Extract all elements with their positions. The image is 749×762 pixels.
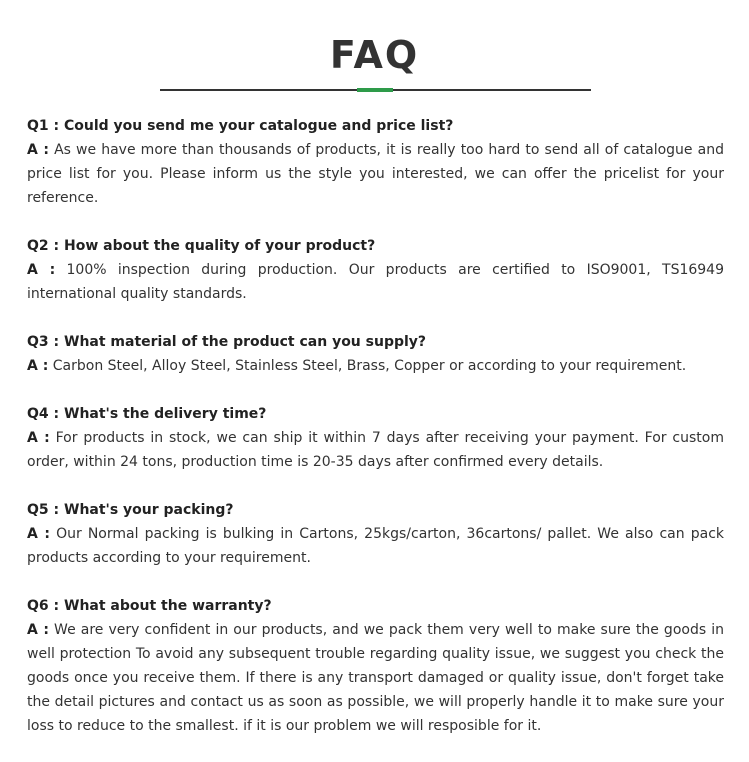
question-text: What material of the product can you supply? <box>64 334 427 350</box>
faq-question <box>27 114 724 138</box>
answer-label: A : <box>27 358 49 374</box>
question-text: Could you send me your catalogue and price list? <box>64 118 454 134</box>
question-label: Q1 : <box>27 118 60 134</box>
question-label: Q6 : <box>27 598 60 614</box>
faq-item <box>27 498 724 570</box>
answer-label: A : <box>27 526 50 542</box>
answer-label: A : <box>27 622 49 638</box>
faq-list <box>27 114 724 762</box>
answer-label: A : <box>27 430 50 446</box>
question-label: Q2 : <box>27 238 60 254</box>
faq-item <box>27 402 724 474</box>
page-title: FAQ <box>329 33 420 77</box>
faq-answer <box>27 258 724 306</box>
answer-text: 100% inspection during production. Our products are certified to ISO9001, TS16949 international quality standards. <box>27 262 724 302</box>
faq-answer <box>27 138 724 210</box>
answer-text: Carbon Steel, Alloy Steel, Stainless Steel, Brass, Copper or according to your requirement. <box>52 358 687 374</box>
faq-question <box>27 402 724 426</box>
faq-item <box>27 330 724 378</box>
answer-label: A : <box>27 262 56 278</box>
faq-answer <box>27 618 724 738</box>
faq-question <box>27 330 724 354</box>
answer-label: A : <box>27 142 49 158</box>
faq-question <box>27 234 724 258</box>
faq-question <box>27 498 724 522</box>
question-label: Q5 : <box>27 502 60 518</box>
question-label: Q4 : <box>27 406 60 422</box>
faq-answer <box>27 354 724 378</box>
faq-answer <box>27 426 724 474</box>
faq-header <box>0 0 749 100</box>
question-label: Q3 : <box>27 334 60 350</box>
question-text: How about the quality of your product? <box>64 238 376 254</box>
answer-text: As we have more than thousands of products, it is really too hard to send all of catalogue and price list for you. Please inform us the style you interested, we can offer the pricelist for your reference. <box>27 142 724 206</box>
faq-item <box>27 114 724 210</box>
question-text: What's your packing? <box>64 502 234 518</box>
question-text: What's the delivery time? <box>64 406 267 422</box>
faq-question <box>27 594 724 618</box>
answer-text: We are very confident in our products, and we pack them very well to make sure the goods in well protection To avoid any subsequent trouble regarding quality issue, we suggest you check the goods once you receive them. If there is any transport damaged or quality issue, don't forget take the detail pictures and contact us as soon as possible, we will properly handle it to make sure your loss to reduce to the smallest. if it is our problem we will resposible for it. <box>27 622 724 734</box>
faq-answer <box>27 522 724 570</box>
answer-text: For products in stock, we can ship it within 7 days after receiving your payment. For custom order, within 24 tons, production time is 20-35 days after confirmed every details. <box>27 430 724 470</box>
title-divider-accent <box>357 88 393 92</box>
question-text: What about the warranty? <box>64 598 272 614</box>
faq-item <box>27 234 724 306</box>
faq-item <box>27 594 724 738</box>
answer-text: Our Normal packing is bulking in Cartons, 25kgs/carton, 36cartons/ pallet. We also can pack products according to your requirement. <box>27 526 725 566</box>
